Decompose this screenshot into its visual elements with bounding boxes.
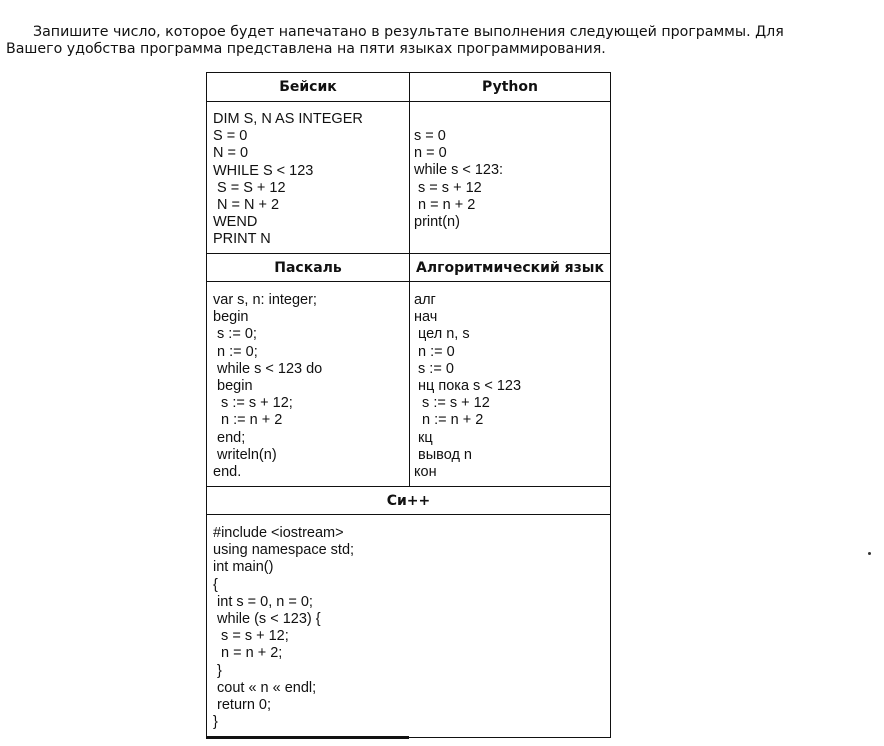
code-basic: DIM S, N AS INTEGER S = 0 N = 0 WHILE S < 123 S = S + 12 N = N + 2 WEND PRINT N xyxy=(213,111,363,248)
code-pascal: var s, n: integer; begin s := 0; n := 0; while s < 123 do begin s := s + 12; n := n + 2 end; writeln(n) end. xyxy=(213,292,323,481)
code-table xyxy=(206,72,611,738)
code-algo: алг нач цел n, s n := 0 s := 0 нц пока s < 123 s := s + 12 n := n + 2 кц вывод n кон xyxy=(414,292,522,481)
task-text: Запишите число, которое будет напечатано в результате выполнения следующей программы. Для Вашего удобства программа представлена на пяти языках программирования. xyxy=(6,24,784,57)
code-python: s = 0 n = 0 while s < 123: s = s + 12 n = n + 2 print(n) xyxy=(414,128,504,231)
page-scan-bar xyxy=(206,736,409,739)
scan-dot xyxy=(868,552,871,555)
header-pascal: Паскаль xyxy=(274,260,342,276)
row-divider xyxy=(207,514,610,515)
header-cpp: Си++ xyxy=(386,493,431,509)
header-algo: Алгоритмический язык xyxy=(416,260,604,276)
code-cpp: #include <iostream> using namespace std; int main() { int s = 0, n = 0; while (s < 123) { s = s + 12; n = n + 2; } cout « n « endl; return 0; } xyxy=(213,525,355,731)
column-divider xyxy=(409,73,410,487)
header-basic: Бейсик xyxy=(279,79,337,95)
header-python: Python xyxy=(482,79,538,95)
